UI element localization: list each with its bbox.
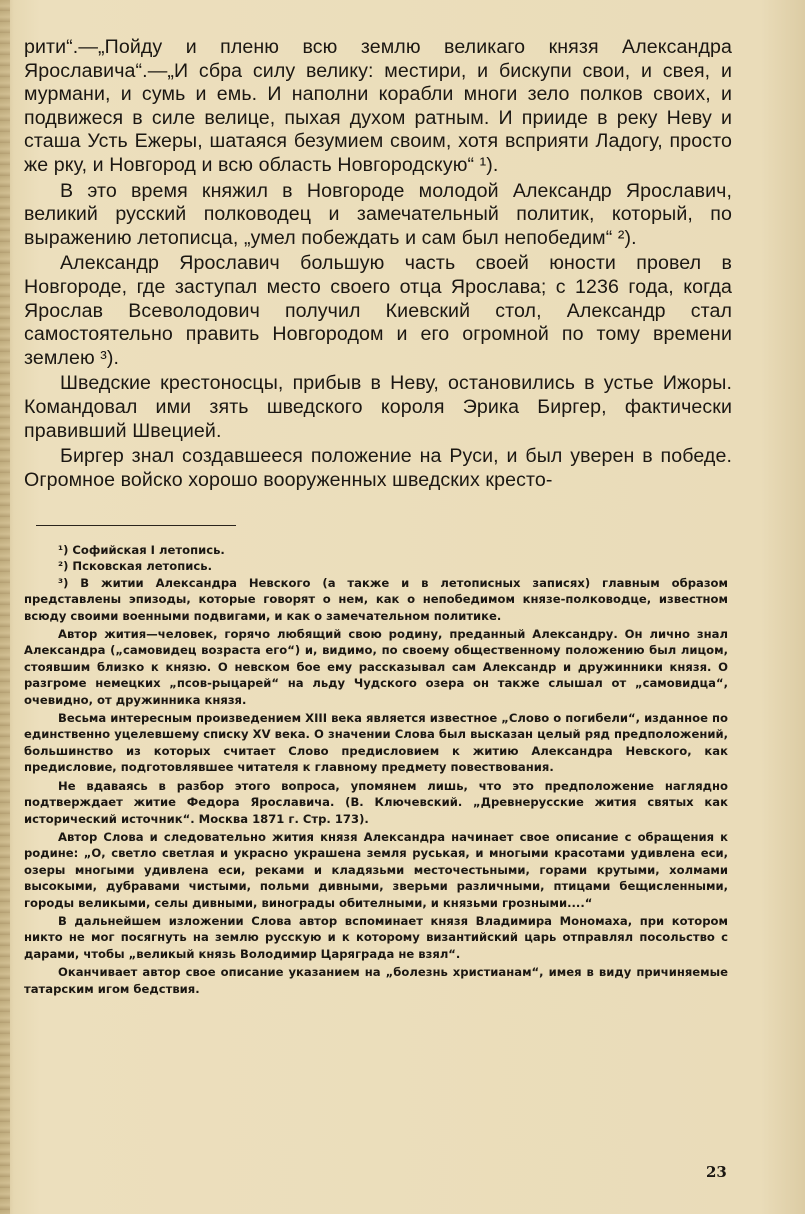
paragraph-1: рити“.—„Пойду и пленю всю землю великаго князя Александра Ярославича“.—„И сбра силу велику: местири, и бискупи свои, и свея, и мурмани, и сумь и емь. И наполни корабли многи зело полков своих, и подвижеся в силе велице, пыхая духом ратным. И прииде в реку Неву и сташа Усть Ежеры, шатаяся безумием своим, хотя всприяти Ладогу, просто же рку, и Новгород и всю область Новгородскую“ ¹). (24, 36, 732, 176)
note-paragraph-9: Оканчивает автор свое описание указанием на „болезнь христианам“, имея в виду причиняемые татарским игом бедствия. (24, 965, 728, 996)
main-text (24, 36, 732, 492)
note-paragraph-4: Автор жития—человек, горячо любящий свою родину, преданный Александру. Он лично знал Александра („самовидец возраста его“) и, видимо, по своему общественному положению был лицом, стоявшим близко к князю. О невском бое ему рассказывал сам Александр и дружинники князя. О разгроме немецких „псов-рыцарей“ на льду Чудского озера он также слышал от „самовидца“, очевидно, от дружинника князя. (24, 627, 728, 707)
note-paragraph-8: В дальнейшем изложении Слова автор вспоминает князя Владимира Мономаха, при котором никто не мог посягнуть на землю русскую и к которому византийский царь отправлял посольство с дарами, чтобы „великый князь Володимир Царяграда не взял“. (24, 913, 728, 961)
note-paragraph-7: Автор Слова и следовательно жития князя Александра начинает свое описание с обращения к родине: „О, светло светлая и украсно украшена земля руськая, и многыми красотами удивлена еси, озеры многыми удивлена еси, реками и кладязьми месточестьными, горами крутыми, холмами высокыми, дубравами чистыми, польми дивными, зверьми различными, птицами бещисленными, городы великыми, селы дивными, винограды обителными, и князьми грозными....“ (24, 829, 728, 910)
page-number: 23 (706, 1163, 727, 1181)
paragraph-5: Биргер знал создавшееся положение на Руси, и был уверен в победе. Огромное войско хорошо вооруженных шведских кресто- (24, 445, 732, 491)
footnotes (24, 542, 728, 997)
paragraph-2: В это время княжил в Новгороде молодой Александр Ярославич, великий русский полководец и замечательный политик, который, по выражению летописца, „умел побеждать и сам был непобедим“ ²). (24, 179, 732, 249)
paragraph-3: Александр Ярославич большую часть своей юности провел в Новгороде, где заступал место своего отца Ярослава; с 1236 года, когда Ярослав Всеволодович получил Киевский стол, Александр стал самостоятельно править Новгородом и его огромной по тому времени землею ³). (24, 252, 732, 369)
paragraph-4: Шведские крестоносцы, прибыв в Неву, остановились в устье Ижоры. Командовал ими зять шведского короля Эрика Биргер, фактически правивший Швецией. (24, 372, 732, 442)
binding-edge (0, 0, 10, 1214)
footnote-1: ¹) Софийская I летопись. (58, 543, 225, 557)
footnote-2: ²) Псковская летопись. (58, 559, 212, 574)
note-paragraph-5: Весьма интересным произведением XIII века является известное „Слово о погибели“, изданное по единственно уцелевшему списку XV века. О значении Слова был высказан целый ряд предположений, большинство из которых считает Слово предисловием к житию Александра Невского, как предисловие, подготовлявшее читателя к главному предмету повествования. (24, 711, 728, 775)
note-paragraph-6: Не вдаваясь в разбор этого вопроса, упомянем лишь, что это предположение наглядно подтверждает житие Федора Ярославича. (В. Ключевский. „Древнерусские жития святых как исторический источник“. Москва 1871 г. Стр. 173). (24, 778, 728, 826)
footnote-divider (36, 525, 236, 526)
footnote-3: ³) В житии Александра Невского (а также и в летописных записях) главным образом представлены эпизоды, которые говорят о нем, как о непобедимом князе-полководце, известном всюду своими военными подвигами, и как о замечательном политике. (24, 575, 728, 623)
